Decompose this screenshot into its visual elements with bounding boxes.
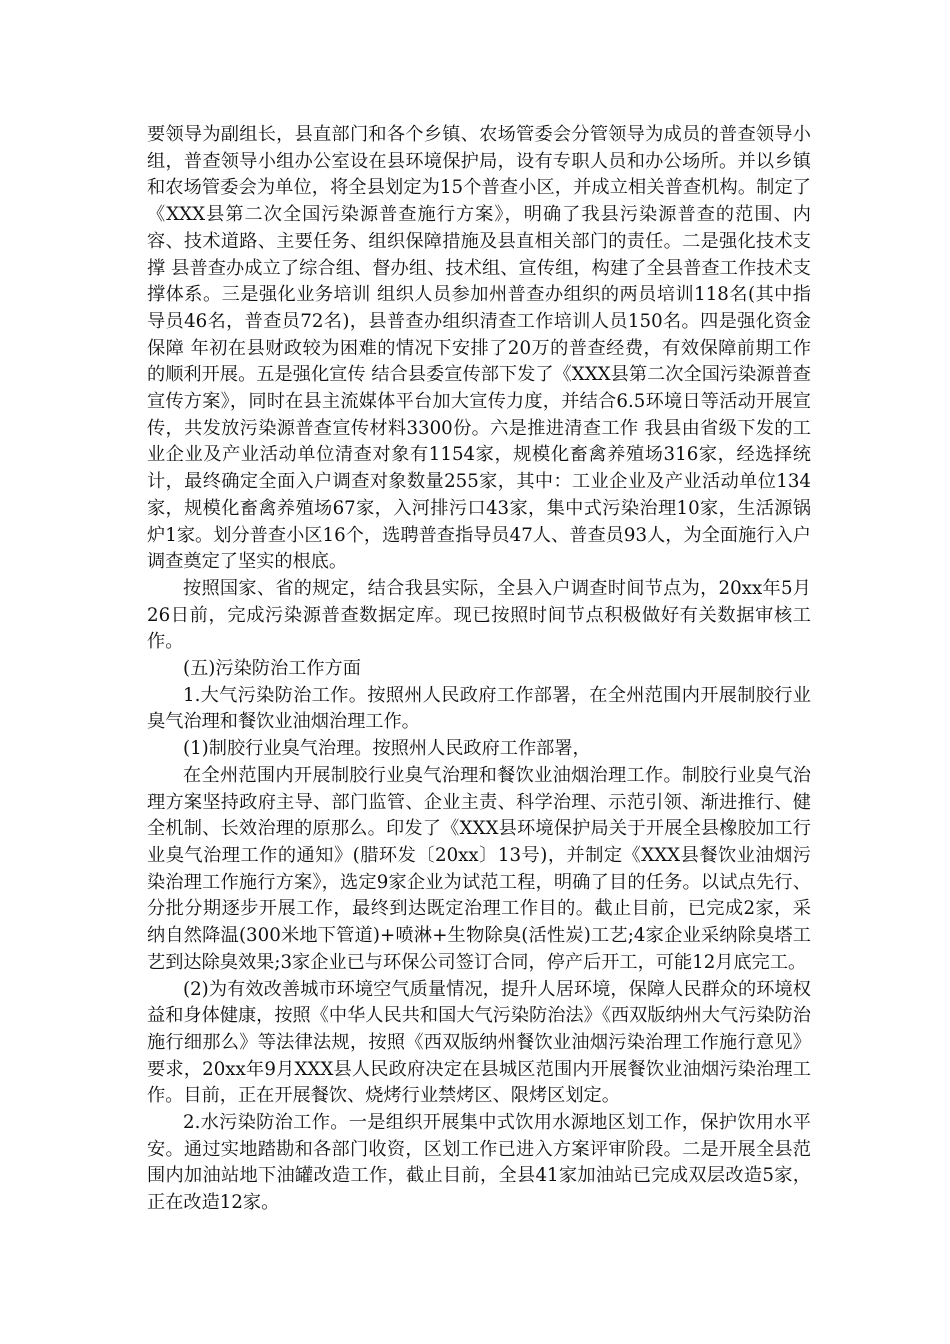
paragraph-rubber-odor-details: 在全州范围内开展制胶行业臭气治理和餐饮业油烟治理工作。制胶行业臭气治理方案坚持政府主导、部门监管、企业主责、科学治理、示范引领、渐进推行、健全机制、长效治理的原那么。印发了《XXX县环境保护局关于开展全县橡胶加工行业臭气治理工作的通知》(腊环发〔20xx〕13号)，并制定《XXX县餐饮业油烟污染治理工作施行方案》，选定9家企业为试范工程，明确了目的任务。以试点先行、分批分期逐步开展工作，最终到达既定治理工作目的。截止目前，已完成2家，采纳自然降温(300米地下管道)+喷淋+生物除臭(活性炭)工艺;4家企业采纳除臭塔工艺到达除臭效果;3家企业已与环保公司签订合同，停产后开工，可能12月底完工。 (147, 764, 811, 973)
paragraph-census-organization: 要领导为副组长，县直部门和各个乡镇、农场管委会分管领导为成员的普查领导小组，普查领导小组办公室设在县环境保护局，设有专职人员和办公场所。并以乡镇和农场管委会为单位，将全县划定为15个普查小区，并成立相关普查机构。制定了《XXX县第二次全国污染源普查施行方案》，明确了我县污染源普查的范围、内容、技术道路、主要任务、组织保障措施及县直相关部门的责任。二是强化技术支撑 县普查办成立了综合组、督办组、技术组、宣传组，构建了全县普查工作技术支撑体系。三是强化业务培训 组织人员参加州普查办组织的两员培训118名(其中指导员46名，普查员72名)，县普查办组织清查工作培训人员150名。四是强化资金保障 年初在县财政较为困难的情况下安排了20万的普查经费，有效保障前期工作的顺利开展。五是强化宣传 结合县委宣传部下发了《XXX县第二次全国污染源普查宣传方案》，同时在县主流媒体平台加大宣传力度，并结合6.5环境日等活动开展宣传，共发放污染源普查宣传材料3300份。六是推进清查工作 我县由省级下发的工业企业及产业活动单位清查对象有1154家，规模化畜禽养殖场316家，经选择统计，最终确定全面入户调查对象数量255家，其中：工业企业及产业活动单位134家，规模化畜禽养殖场67家，入河排污口43家，集中式污染治理10家，生活源锅炉1家。划分普查小区16个，选聘普查指导员47人、普查员93人，为全面施行入户调查奠定了坚实的根底。 (147, 124, 811, 573)
paragraph-air-pollution: 1.大气污染防治工作。按照州人民政府工作部署，在全州范围内开展制胶行业臭气治理和餐饮业油烟治理工作。 (147, 684, 811, 733)
document-body (147, 122, 811, 1217)
paragraph-water-pollution: 2.水污染防治工作。一是组织开展集中式饮用水源地区划工作，保护饮用水平安。通过实地踏勘和各部门收资，区划工作已进入方案评审阶段。二是开展全县范围内加油站地下油罐改造工作，截止目前，全县41家加油站已完成双层改造5家，正在改造12家。 (147, 1112, 811, 1214)
paragraph-catering-fume: (2)为有效改善城市环境空气质量情况，提升人居环境，保障人民群众的环境权益和身体健康，按照《中华人民共和国大气污染防治法》《西双版纳州大气污染防治施行细那么》等法律法规，按照《西双版纳州餐饮业油烟污染治理工作施行意见》要求，20xx年9月XXX县人民政府决定在县城区范围内开展餐饮业油烟污染治理工作。目前，正在开展餐饮、烧烤行业禁烤区、限烤区划定。 (147, 978, 811, 1107)
paragraph-rubber-odor-heading: (1)制胶行业臭气治理。按照州人民政府工作部署， (183, 738, 591, 760)
section-heading-pollution-control: (五)污染防治工作方面 (183, 658, 361, 680)
paragraph-survey-timeline: 按照国家、省的规定，结合我县实际，全县入户调查时间节点为，20xx年5月26日前，完成污染源普查数据定库。现已按照时间节点积极做好有关数据审核工作。 (147, 577, 811, 653)
